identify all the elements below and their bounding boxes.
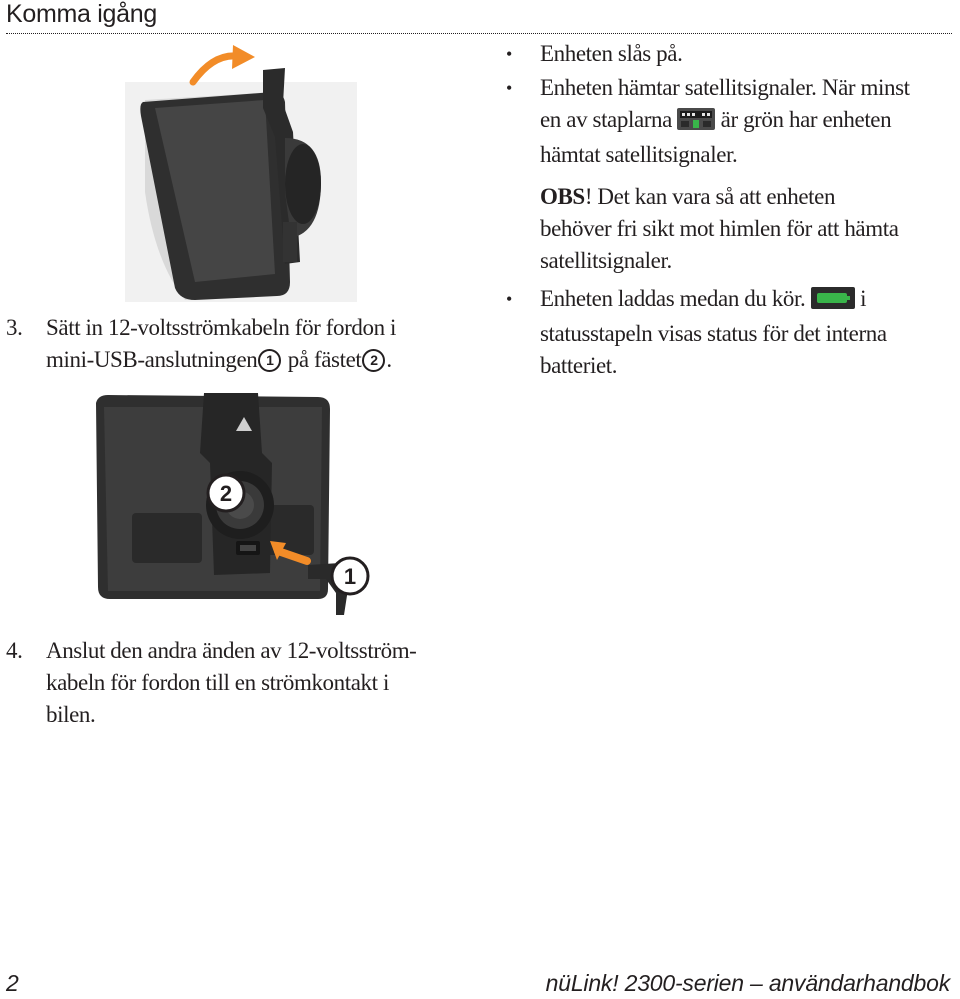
bullet-marker: • bbox=[506, 44, 512, 64]
note-line bbox=[540, 181, 956, 213]
satellite-signal-bars-icon bbox=[677, 107, 715, 139]
note-block bbox=[500, 181, 956, 277]
list-item-text: Enheten hämtar satellitsignaler. När minst bbox=[540, 75, 910, 100]
device-mount-illustration bbox=[125, 42, 357, 302]
step-line bbox=[46, 344, 476, 376]
callout-1: 1 bbox=[258, 349, 281, 372]
bullet-list bbox=[500, 38, 956, 382]
text-part: är grön har enheten bbox=[720, 107, 892, 132]
list-item bbox=[500, 283, 956, 382]
list-item bbox=[500, 72, 956, 171]
note-line: behöver fri sikt mot himlen för att hämta bbox=[540, 216, 899, 241]
list-item-text: batteriet. bbox=[540, 353, 618, 378]
list-item bbox=[500, 38, 956, 70]
list-item-text: hämtat satellitsignaler. bbox=[540, 142, 738, 167]
step-text bbox=[46, 312, 476, 376]
battery-icon bbox=[811, 286, 855, 318]
step-text-part: på fästet bbox=[287, 347, 362, 372]
list-item-text bbox=[540, 283, 956, 318]
callout-1-label: 1 bbox=[343, 564, 357, 589]
step-text-part: mini-USB-anslutningen bbox=[46, 347, 258, 372]
section-title: Komma igång bbox=[6, 0, 157, 28]
bullet-marker: • bbox=[506, 78, 512, 98]
step-line: Sätt in 12-voltsströmkabeln för fordon i bbox=[46, 315, 397, 340]
callout-1-marker bbox=[332, 558, 368, 594]
note-line: satellitsignaler. bbox=[540, 248, 672, 273]
step-line: Anslut den andra änden av 12-voltsström- bbox=[46, 638, 417, 663]
manual-title: nüLink! 2300-serien – användarhandbok bbox=[545, 970, 950, 996]
step-text-part: . bbox=[386, 347, 392, 372]
header-divider bbox=[6, 33, 952, 34]
page-number: 2 bbox=[6, 970, 19, 996]
rotate-arrow-icon bbox=[193, 45, 255, 82]
note-label: OBS bbox=[540, 184, 585, 209]
callout-2-label: 2 bbox=[219, 481, 233, 506]
text-part: en av staplarna bbox=[540, 107, 672, 132]
callout-2: 2 bbox=[362, 349, 385, 372]
text-part: Enheten laddas medan du kör. bbox=[540, 286, 806, 311]
device-back-illustration bbox=[82, 393, 372, 618]
bullet-marker: • bbox=[506, 289, 512, 309]
text-part: i bbox=[860, 286, 867, 311]
list-item-text: Enheten slås på. bbox=[540, 41, 683, 66]
step-number: 3. bbox=[6, 315, 23, 340]
callout-2-marker bbox=[208, 475, 244, 511]
step-text bbox=[46, 635, 476, 731]
list-item-text bbox=[540, 104, 956, 139]
step-number: 4. bbox=[6, 638, 23, 663]
note-text: ! Det kan vara så att enheten bbox=[584, 184, 836, 209]
step-line: kabeln för fordon till en strömkontakt i bbox=[46, 670, 389, 695]
list-item-text: statusstapeln visas status för det interna bbox=[540, 321, 887, 346]
step-line: bilen. bbox=[46, 702, 96, 727]
